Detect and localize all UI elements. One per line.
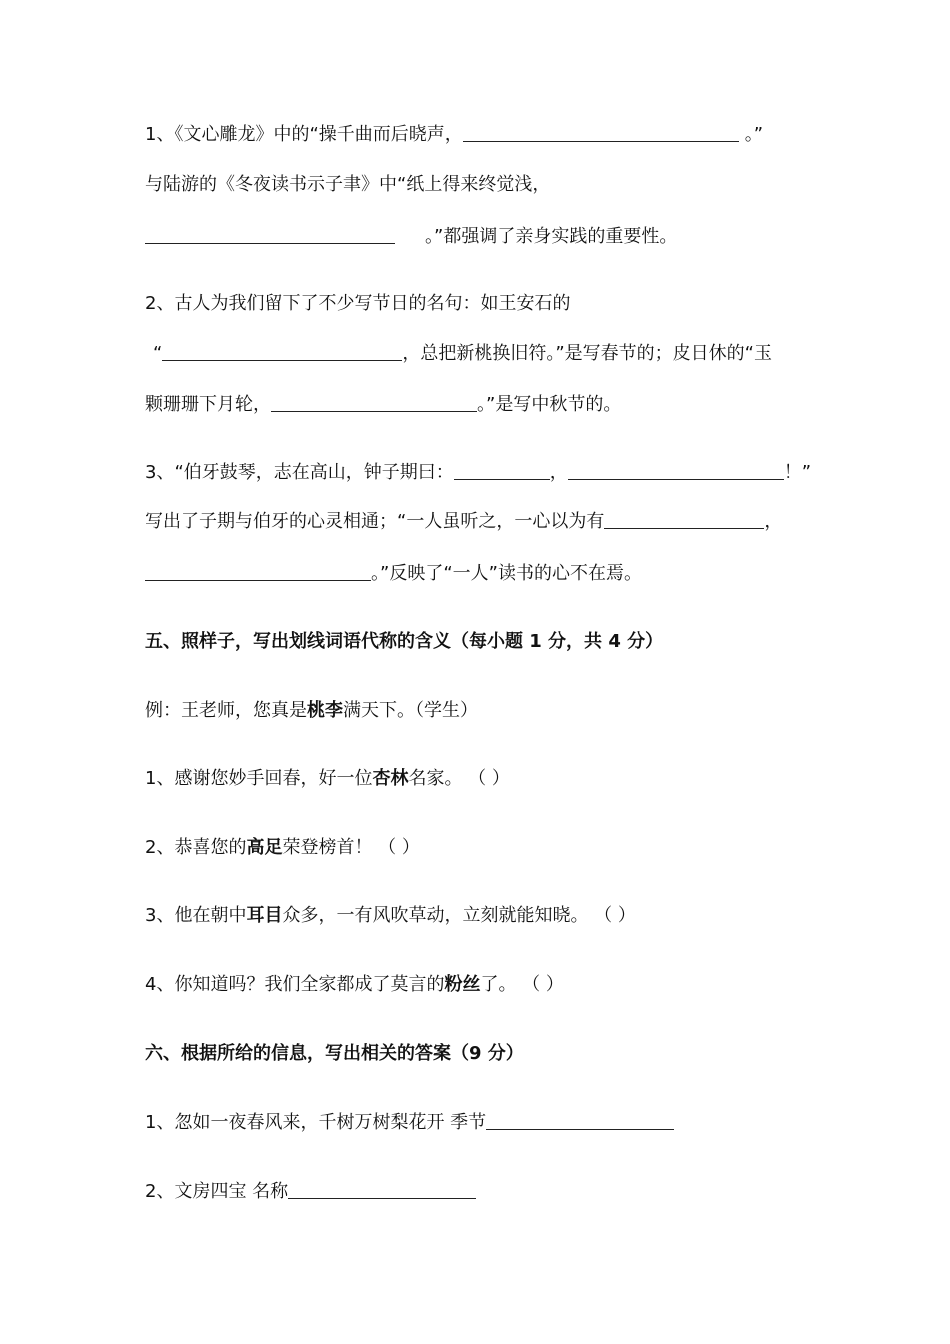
q4-item3-end3: 。”反映了“一人”读书的心不在焉。	[371, 563, 642, 584]
answer-blank[interactable]	[463, 123, 739, 142]
q5-item-pre: 3、他在朝中	[145, 905, 247, 926]
q5-item-pre: 4、你知道吗？我们全家都成了莫言的	[145, 974, 445, 995]
q4-item1-text: 1、《文心雕龙》中的“操千曲而后晓声，	[145, 124, 463, 145]
q4-item2-text2: ，总把新桃换旧符。”是写春节的；皮日休的“玉	[402, 343, 772, 364]
answer-blank[interactable]	[271, 393, 477, 412]
q5-example-post: 满天下。（学生）	[343, 700, 478, 721]
q5-item-post[interactable]: 了。 （ ）	[480, 974, 564, 995]
q5-example	[145, 699, 478, 723]
q6-item-2	[145, 1180, 476, 1204]
q5-item-word: 耳目	[246, 905, 283, 926]
q5-item-post[interactable]: 众多，一有风吹草动，立刻就能知晓。 （ ）	[282, 905, 636, 926]
q5-item-word: 高足	[246, 837, 283, 858]
q5-item-2	[145, 836, 420, 860]
q5-example-pre: 例：王老师，您真是	[145, 700, 307, 721]
q5-item-pre: 1、感谢您妙手回春，好一位	[145, 768, 373, 789]
q5-item-post[interactable]: 荣登榜首！ （ ）	[282, 837, 420, 858]
q4-item3-text: 3、“伯牙鼓琴，志在高山，钟子期曰：	[145, 462, 454, 483]
q6-item-text: 1、忽如一夜春风来，千树万树梨花开 季节	[145, 1112, 487, 1133]
q5-item-word: 杏林	[372, 768, 409, 789]
q5-item-post[interactable]: 名家。 （ ）	[408, 768, 510, 789]
q4-item1-text2: 与陆游的《冬夜读书示子聿》中“纸上得来终觉浅，	[145, 174, 551, 195]
q4-item2-line3	[145, 393, 621, 417]
q4-item2-quote: “	[153, 343, 163, 364]
q6-item-text: 2、文房四宝 名称	[145, 1181, 289, 1202]
q4-item3-line2	[145, 510, 782, 534]
q4-item3-line1	[145, 461, 811, 485]
q4-item3-end: ！”	[783, 462, 812, 483]
q4-item1-end2: 。”都强调了亲身实践的重要性。	[425, 226, 678, 247]
q6-item-1	[145, 1111, 674, 1135]
answer-blank[interactable]	[604, 510, 764, 529]
q5-example-word: 桃李	[307, 700, 343, 721]
answer-blank[interactable]	[486, 1111, 674, 1130]
answer-blank[interactable]	[288, 1180, 476, 1199]
q4-item3-sep: ，	[549, 462, 568, 483]
q4-item1-line2	[145, 173, 550, 197]
q4-item1-end: 。”	[744, 124, 764, 145]
q4-item1-line1	[145, 123, 763, 147]
answer-blank[interactable]	[454, 461, 550, 480]
q4-item2-text: 2、古人为我们留下了不少写节日的名句：如王安石的	[145, 293, 571, 314]
q4-item1-line3	[145, 225, 677, 249]
q4-item3-line3	[145, 562, 642, 586]
answer-blank[interactable]	[568, 461, 784, 480]
q5-item-1	[145, 767, 510, 791]
q4-item3-text2: 写出了子期与伯牙的心灵相通；“一人虽听之，一心以为有	[145, 511, 605, 532]
q4-item2-text3: 颗珊珊下月轮，	[145, 394, 271, 415]
q5-item-3	[145, 904, 636, 928]
q4-item3-end2: ，	[764, 511, 783, 532]
q5-heading: 五、照样子，写出划线词语代称的含义（每小题 1 分，共 4 分）	[145, 631, 664, 652]
answer-blank[interactable]	[145, 562, 371, 581]
answer-blank[interactable]	[145, 225, 395, 244]
q4-item2-line2	[153, 342, 772, 366]
q5-item-4	[145, 973, 564, 997]
q4-item2-end: 。”是写中秋节的。	[477, 394, 622, 415]
q6-heading: 六、根据所给的信息，写出相关的答案（9 分）	[145, 1043, 524, 1064]
q5-item-pre: 2、恭喜您的	[145, 837, 247, 858]
answer-blank[interactable]	[162, 342, 402, 361]
q4-item2-line1	[145, 292, 570, 316]
q5-item-word: 粉丝	[444, 974, 481, 995]
